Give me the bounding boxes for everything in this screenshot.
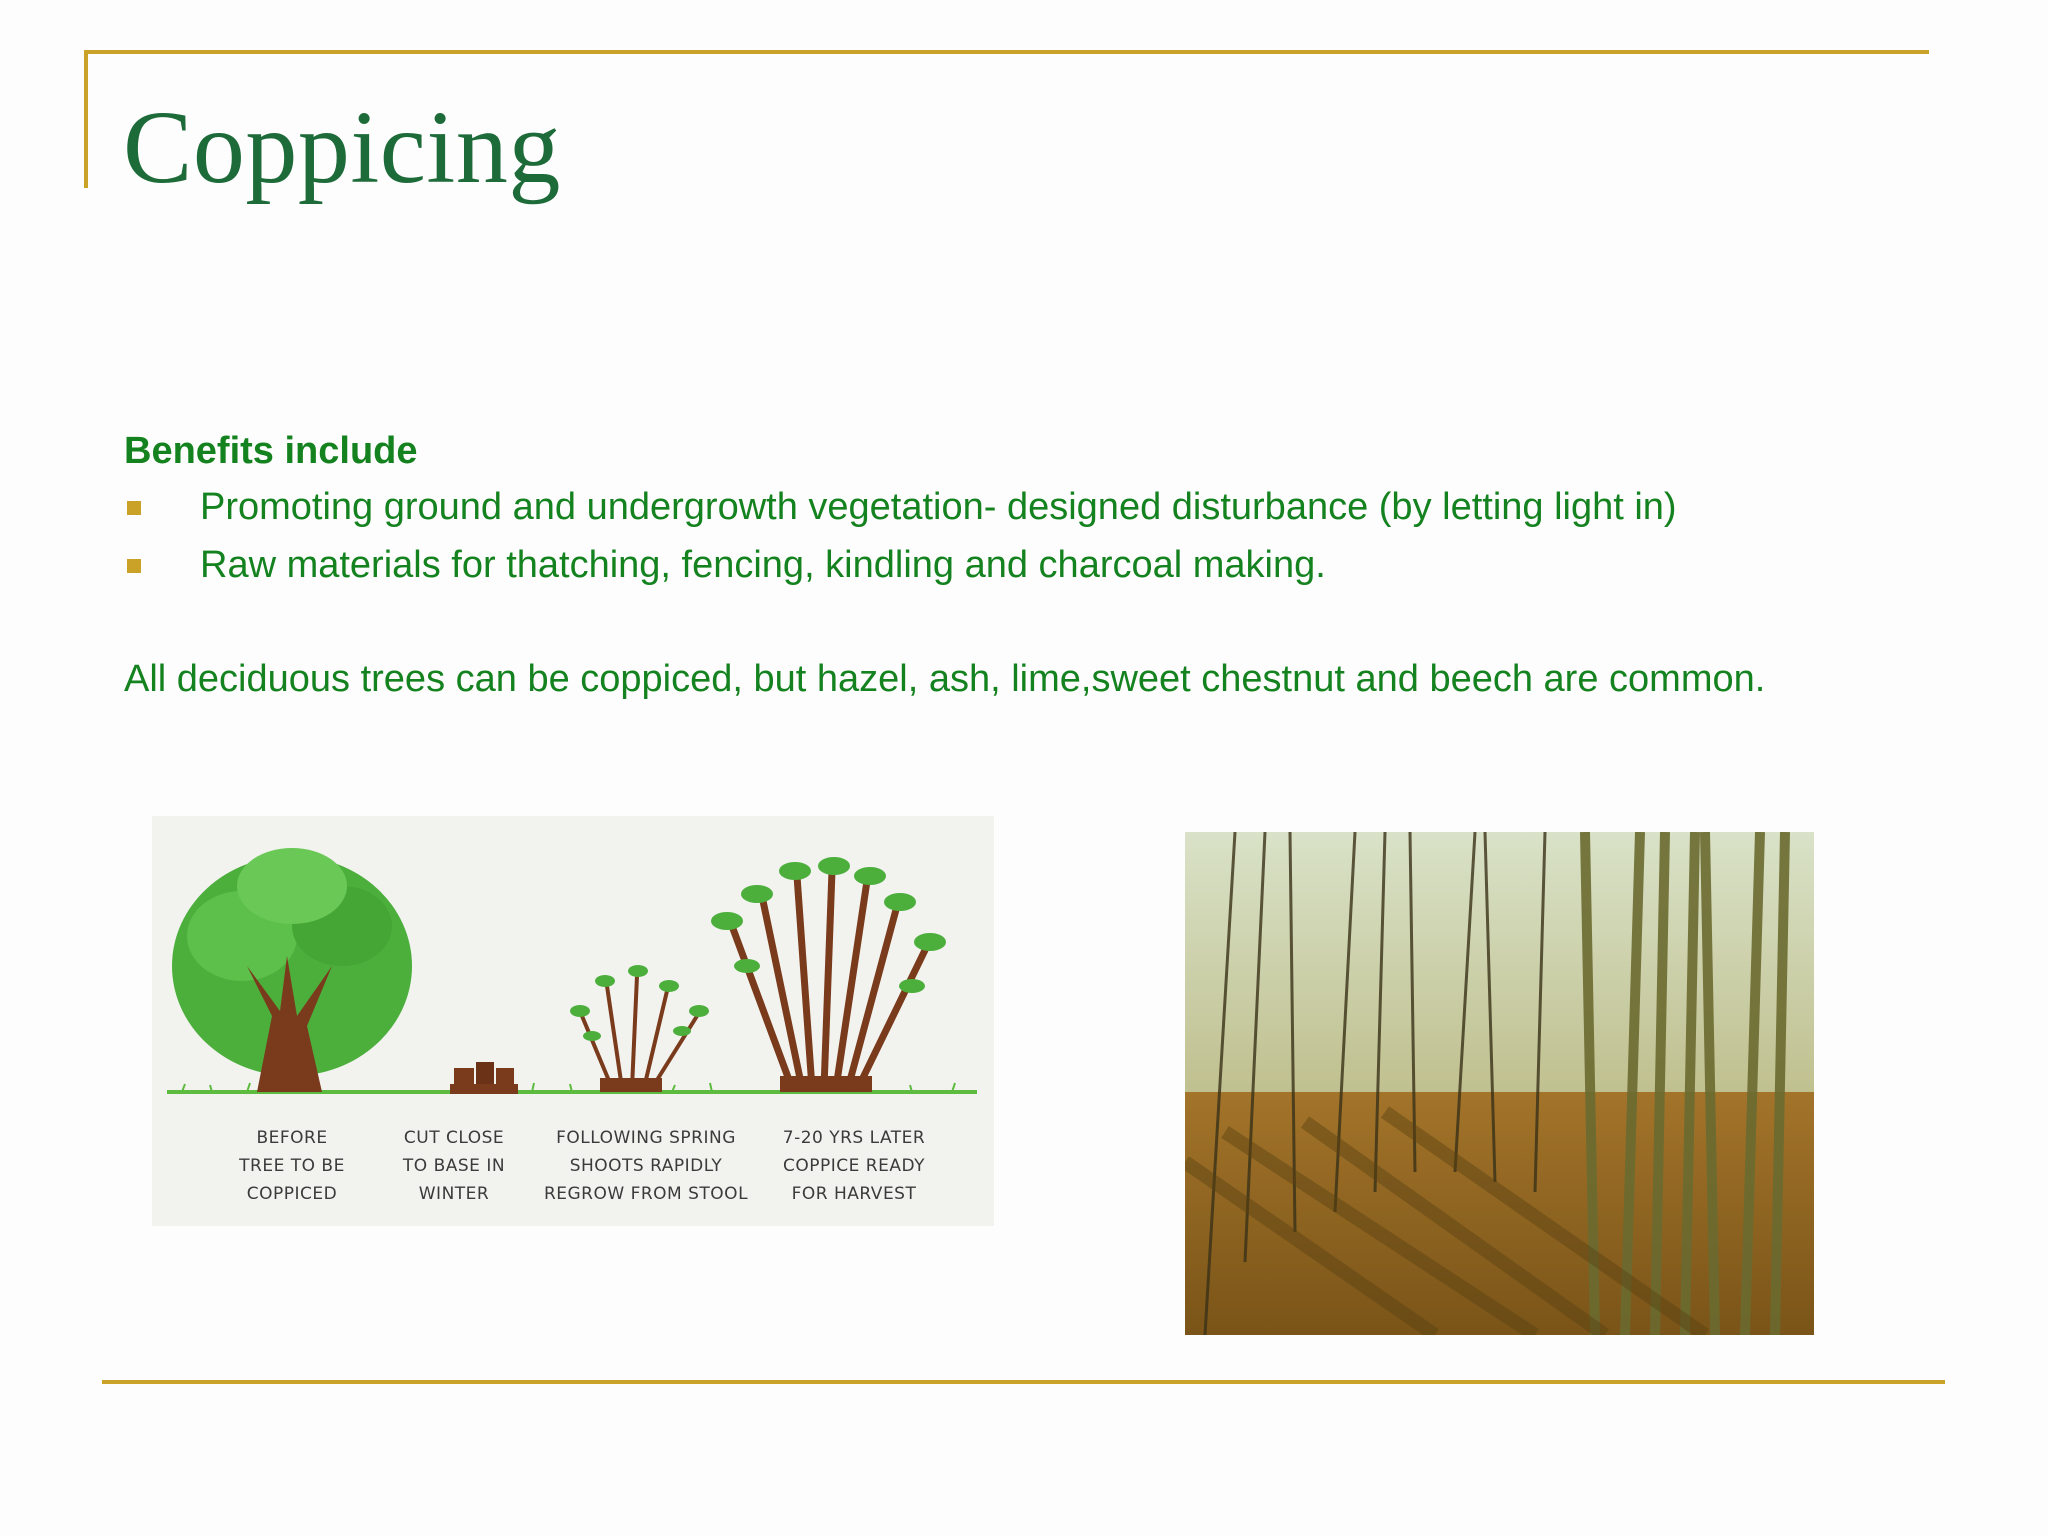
woodland-photo-image xyxy=(1185,832,1814,1335)
cut-stool-icon xyxy=(450,1062,518,1094)
stage-caption-before: BEFORE TREE TO BE COPPICED xyxy=(239,1128,345,1204)
stage-caption-regrow: FOLLOWING SPRING SHOOTS RAPIDLY REGROW FROM STOOL xyxy=(543,1128,749,1204)
regrowth-leaves xyxy=(570,965,709,1041)
species-paragraph: All deciduous trees can be coppiced, but hazel, ash, lime,sweet chestnut and beech are common. xyxy=(124,658,1766,700)
bottom-rule xyxy=(102,1380,1945,1384)
coppice-woodland-photo xyxy=(1185,832,1814,1335)
bullet-text: Raw materials for thatching, fencing, kindling and charcoal making. xyxy=(200,544,1326,586)
bullet-text: Promoting ground and undergrowth vegetation- designed disturbance (by letting light in) xyxy=(200,486,1677,528)
left-rule xyxy=(84,50,88,188)
square-bullet-icon xyxy=(127,501,141,515)
before-tree-icon xyxy=(172,848,412,1092)
stage-caption-cut: CUT CLOSE TO BASE IN WINTER xyxy=(402,1128,506,1204)
coppicing-illustration xyxy=(152,816,994,1116)
slide-title: Coppicing xyxy=(123,90,561,205)
benefits-heading: Benefits include xyxy=(124,430,418,472)
coppicing-stages-diagram xyxy=(152,816,994,1226)
top-rule xyxy=(84,50,1929,54)
square-bullet-icon xyxy=(127,559,141,573)
stage-caption-harvest: 7-20 YRS LATER COPPICE READY FOR HARVEST xyxy=(782,1128,926,1204)
